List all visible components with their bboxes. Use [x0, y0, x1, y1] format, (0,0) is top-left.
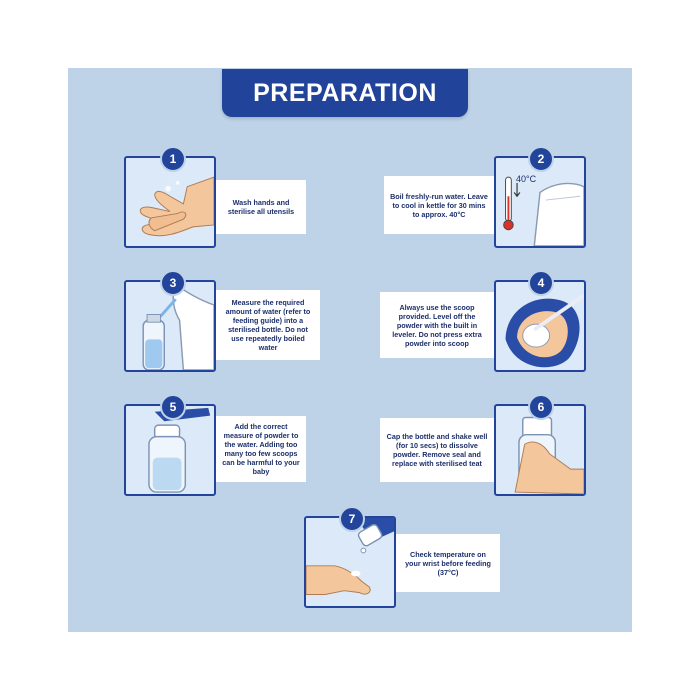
- step-2-badge: 2: [528, 146, 554, 172]
- step-6-badge: 6: [528, 394, 554, 420]
- step-5-badge: 5: [160, 394, 186, 420]
- step-5-text: Add the correct measure of powder to the water. Adding too many too few scoops can be harmful to your baby: [216, 416, 306, 482]
- step-4-text: Always use the scoop provided. Level off the powder with the built in leveler. Do not press extra powder into scoop: [380, 292, 494, 358]
- thermometer-label: 40°C: [516, 174, 537, 184]
- step-2-text: Boil freshly-run water. Leave to cool in kettle for 30 mins to approx. 40°C: [384, 176, 494, 234]
- page-title: PREPARATION: [222, 69, 468, 117]
- step-3-badge: 3: [160, 270, 186, 296]
- step-7-badge: 7: [339, 506, 365, 532]
- step-1-badge: 1: [160, 146, 186, 172]
- step-6-text: Cap the bottle and shake well (for 10 secs) to dissolve powder. Remove seal and replace with sterilised teat: [380, 418, 494, 482]
- step-3-text: Measure the required amount of water (refer to feeding guide) into a sterilised bottle. Do not use repeatedly boiled water: [216, 290, 320, 360]
- step-1-text: Wash hands and sterilise all utensils: [216, 180, 306, 234]
- step-4-badge: 4: [528, 270, 554, 296]
- step-7-text: Check temperature on your wrist before feeding (37°C): [396, 534, 500, 592]
